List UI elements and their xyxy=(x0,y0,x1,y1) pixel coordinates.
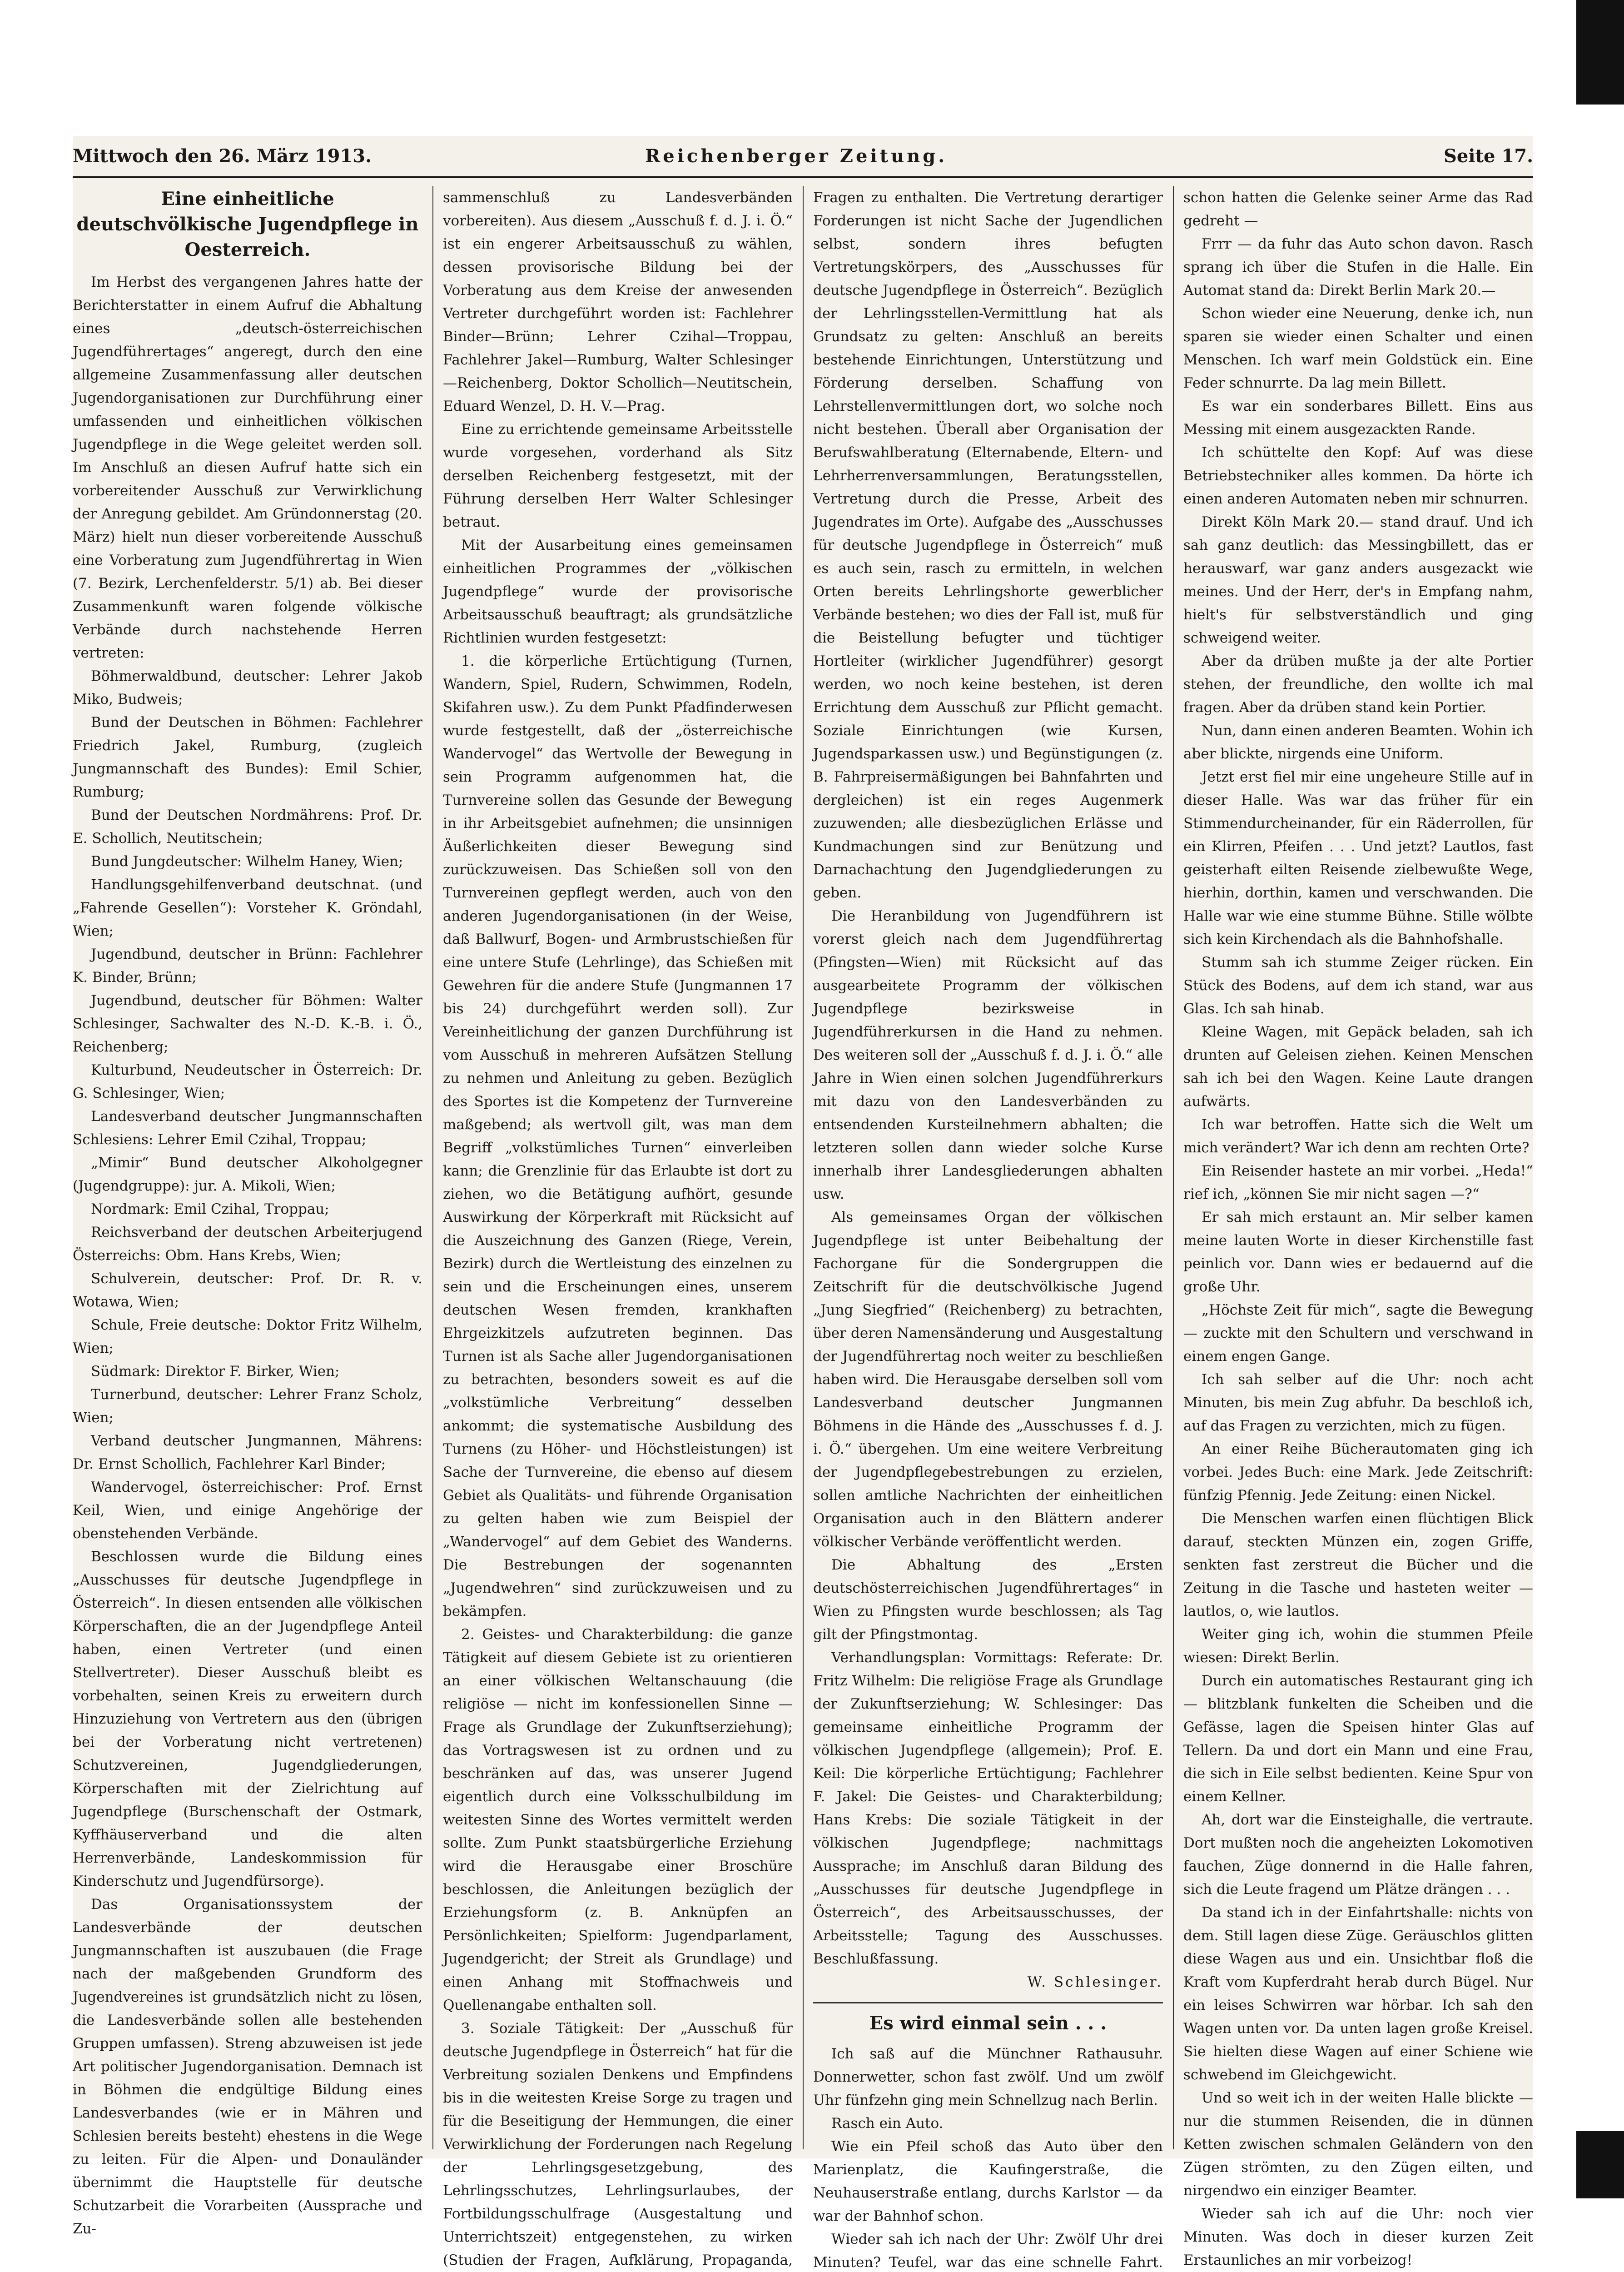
paragraph: Südmark: Direktor F. Birker, Wien; xyxy=(91,1363,340,1380)
paragraph: Beschlossen wurde die Bildung eines „Ausschusses für deutsche Jugendpflege in Österreich“. In diesen entsenden alle völkischen Körperschaften, die an der Jugendpflege Anteil haben, einen Vertreter (und einen Stellvertreter). Dieser Ausschuß bleibt es vorbehalten, seinen Kreis zu erweitern durch Hinzuziehung von Vertretern aus den (übrigen bei der Vorberatung nicht vertretenen) Schutzvereinen, Jugendgliederungen, Körperschaften mit der Zielrichtung auf Jugendpflege (Burschenschaft der Ostmark, Kyffhäuserverband und die alten Herrenverbände, Landeskommission für Kinderschutz und Jugendfürsorge). xyxy=(73,1549,422,1889)
paragraph: Die Menschen warfen einen flüchtigen Blick darauf, steckten Münzen ein, zogen Griffe, senkten fast zerstreut die Bücher und die Zeitung in die Tasche und hasteten weiter — lautlos, o, wie lautlos. xyxy=(1183,1510,1533,1619)
page-number: Seite 17. xyxy=(1444,145,1533,167)
paragraph: Kulturbund, Neudeutscher in Österreich: Dr. G. Schlesinger, Wien; xyxy=(73,1062,422,1101)
column-4 xyxy=(1183,186,1533,2268)
paragraph: Und so weit ich in der weiten Halle blickte — nur die stummen Reisenden, die in dünnen Ketten zwischen schmalen Geländern von den Zügen strömten, zu den Zügen eilten, und nirgendwo ein einziger Beamter. xyxy=(1183,2090,1533,2199)
paragraph: Schule, Freie deutsche: Doktor Fritz Wilhelm, Wien; xyxy=(73,1317,422,1356)
paragraph: Ich saß auf die Münchner Rathausuhr. Donnerwetter, schon fast zwölf. Und um zwölf Uhr fünfzehn ging mein Schnellzug nach Berlin. xyxy=(813,2046,1163,2108)
paragraph: Die Abhaltung des „Ersten deutschösterreichischen Jugendführertages“ in Wien zu Pfingsten wurde beschlossen; als Tag gilt der Pfingstmontag. xyxy=(813,1557,1163,1643)
paragraph: Ich war betroffen. Hatte sich die Welt um mich verändert? War ich denn am rechten Orte? xyxy=(1183,1116,1533,1156)
paragraph: Das Organisationssystem der Landesverbände der deutschen Jungmannschaften ist auszubauen (die Frage nach der maßgebenden Grundform des Jugendvereines ist grundsätzlich nicht zu lösen, die Landesverbände sollen alle bestehenden Gruppen umfassen). Streng abzuweisen ist jede Art politischer Jugendorganisation. Demnach ist in Böhmen die endgültige Bildung eines Landesverbandes (wie er in Mähren und Schlesien bereits besteht) ehestens in die Wege zu leiten. Für die Alpen- und Donauländer übernimmt die Hauptstelle für deutsche Schutzarbeit die Vorarbeiten (Aussprache und Zu- xyxy=(73,1896,422,2237)
header-rule xyxy=(73,176,1533,178)
paragraph: Eine zu errichtende gemeinsame Arbeitsstelle wurde vorgesehen, vorderhand als Sitz derselben Reichenberg festgesetzt, mit der Führung derselben Herr Walter Schlesinger betraut. xyxy=(443,421,793,530)
paragraph: Wandervogel, österreichischer: Prof. Ernst Keil, Wien, und einige Angehörige der obenstehenden Verbände. xyxy=(73,1479,422,1542)
paragraph: Weiter ging ich, wohin die stummen Pfeile wiesen: Direkt Berlin. xyxy=(1183,1626,1533,1666)
column-rule xyxy=(432,186,433,2149)
author-signature: W. Schlesinger. xyxy=(1027,1974,1163,1990)
paragraph: Frrr — da fuhr das Auto schon davon. Rasch sprang ich über die Stufen in die Halle. Ein Automat stand da: Direkt Berlin Mark 20.— xyxy=(1183,236,1533,299)
paragraph: 1. die körperliche Ertüchtigung (Turnen, Wandern, Spiel, Rudern, Schwimmen, Rodeln, Skifahren usw.). Zu dem Punkt Pfadfinderwesen wurde festgestellt, daß der „österreichische Wandervogel“ das Wertvolle der Bewegung in sein Programm aufgenommen hat, die Turnvereine sollen das Gesunde der Bewegung in ihr Arbeitsgebiet aufnehmen; die unsinnigen Äußerlichkeiten dieser Bewegung sind zurückzuweisen. Das Schießen soll von den Turnvereinen gepflegt werden, auch von den anderen Jugendorganisationen (in der Weise, daß Ballwurf, Bogen- und Armbrustschießen für eine untere Stufe (Lehrlinge), das Schießen mit Gewehren für die andere Stufe (Jungmannen 17 bis 24) durchgeführt werden soll). Zur Vereinheitlichung der ganzen Durchführung ist vom Ausschuß in mehreren Aufsätzen Stellung zu nehmen und Anleitung zu geben. Bezüglich des Sportes ist die Kompetenz der Turnvereine maßgebend; als wertvoll gilt, was man dem Begriff „volkstümliches Turnen“ einverleiben kann; die Grenzlinie für das Erlaubte ist dort zu ziehen, wo die Betätigung aufhört, gesunde Auswirkung der Körperkraft mit Rücksicht auf die Auszeichnung des Ganzen (Riege, Verein, Bezirk) durch die Wertleistung des einzelnen zu sein und die Erscheinungen eines, unserem deutschen Wesen fremden, krankhaften Ehrgeizkitzels aufzutreten beginnen. Das Turnen ist als Sache aller Jugendorganisationen zu betrachten, besonders soweit es auf die „volkstümliche Verbreitung“ desselben ankommt; die systematische Ausbildung des Turnens (zu Höher- und Höchstleistungen) ist Sache der Turnvereine, die ebenso auf diesem Gebiet als Qualitäts- und führende Organisation zu gelten haben wie zum Beispiel der „Wandervogel“ auf dem Gebiet des Wanderns. Die Bestrebungen der sogenannten „Jugendwehren“ sind zurückzuweisen und zu bekämpfen. xyxy=(443,653,793,1619)
paragraph: Handlungsgehilfenverband deutschnat. (und „Fahrende Gesellen“): Vorsteher K. Gröndahl, Wien; xyxy=(73,877,422,939)
paragraph: Bund Jungdeutscher: Wilhelm Haney, Wien; xyxy=(91,853,403,870)
paragraph: Verhandlungsplan: Vormittags: Referate: Dr. Fritz Wilhelm: Die religiöse Frage als Grundlage der Zukunftserziehung; W. Schlesinger: Das gemeinsame einheitliche Programm der völkischen Jugendpflege (allgemein); Prof. E. Keil: Die körperliche Ertüchtigung; Fachlehrer F. Jakel: Die Geistes- und Charakterbildung; Hans Krebs: Die soziale Tätigkeit in der völkischen Jugendpflege; nachmittags Aussprache; im Anschluß daran Bildung des „Ausschusses für deutsche Jugendpflege in Österreich“, des Arbeitsausschusses, der Arbeitsstelle; Tagung des Ausschusses. Beschlußfassung. xyxy=(813,1649,1163,1967)
paragraph: Schulverein, deutscher: Prof. Dr. R. v. Wotawa, Wien; xyxy=(73,1271,422,1310)
column-rule xyxy=(803,186,804,2149)
paragraph: Ich sah selber auf die Uhr: noch acht Minuten, bis mein Zug abfuhr. Da beschloß ich, auf das Fragen zu verzichten, mich zu fügen. xyxy=(1183,1371,1533,1434)
article-separator xyxy=(813,2002,1163,2003)
paragraph: Jugendbund, deutscher für Böhmen: Walter Schlesinger, Sachwalter des N.-D. K.-B. i. Ö., Reichenberg; xyxy=(73,992,422,1055)
article-title: Eine einheitliche deutschvölkische Jugendpflege in Oesterreich. xyxy=(76,188,419,260)
paragraph: Bund der Deutschen Nordmährens: Prof. Dr. E. Schollich, Neutitschein; xyxy=(73,807,422,847)
paragraph: Er sah mich erstaunt an. Mir selber kamen meine lauten Worte in dieser Kirchenstille fast peinlich vor. Dann wies er bedauernd auf die große Uhr. xyxy=(1183,1209,1533,1295)
paragraph: Ein Reisender hastete an mir vorbei. „Heda!“ rief ich, „können Sie mir nicht sagen —?“ xyxy=(1183,1163,1533,1202)
paragraph: Landesverband deutscher Jungmannschaften Schlesiens: Lehrer Emil Czihal, Troppau; xyxy=(73,1108,422,1148)
newspaper-page xyxy=(73,136,1533,2271)
paragraph: Ich schüttelte den Kopf: Auf was diese Betriebstechniker alles kommen. Da hörte ich einen anderen Automaten neben mir schnurren. xyxy=(1183,444,1533,507)
paragraph: Verband deutscher Jungmannen, Mährens: Dr. Ernst Schollich, Fachlehrer Karl Binder; xyxy=(73,1433,422,1472)
paragraph: Bund der Deutschen in Böhmen: Fachlehrer Friedrich Jakel, Rumburg, (zugleich Jungmannschaft des Bundes): Emil Schier, Rumburg; xyxy=(73,714,422,800)
column-rule xyxy=(1173,186,1174,2149)
paragraph: Nun, dann einen anderen Beamten. Wohin ich aber blickte, nirgends eine Uniform. xyxy=(1183,722,1533,762)
page-header xyxy=(73,145,1533,177)
paragraph: schon hatten die Gelenke seiner Arme das Rad gedreht — xyxy=(1183,189,1533,229)
paragraph: Ah, dort war die Einsteighalle, die vertraute. Dort mußten noch die angeheizten Lokomotiven fauchen, Züge donnernd in die Halle fahren, sich die Leute fragend um Plätze drängen . . . xyxy=(1183,1812,1533,1898)
paragraph: 3. Soziale Tätigkeit: Der „Ausschuß für deutsche Jugendpflege in Österreich“ hat für die Verbreitung sozialen Denkens und Empfindens bis in die weitesten Kreise Sorge zu tragen und für die Beseitigung der Hemmungen, die einer Verwirklichung der Forderungen nach Regelung der Lehrlingsgesetzgebung, des Lehrlingsschutzes, Lehrlingsurlaubes, der Fortbildungsschulfrage (Ausgestaltung und Unterrichtszeit) entgegenstehen, zu wirken (Studien der Fragen, Aufklärung, Propaganda, xyxy=(443,2020,793,2268)
paragraph: Mit der Ausarbeitung eines gemeinsamen einheitlichen Programmes der „völkischen Jugendpflege“ wurde der provisorische Arbeitsausschuß beauftragt; als grundsätzliche Richtlinien wurden festgesetzt: xyxy=(443,537,793,646)
paragraph: Reichsverband der deutschen Arbeiterjugend Österreichs: Obm. Hans Krebs, Wien; xyxy=(73,1224,422,1264)
paragraph: sammenschluß zu Landesverbänden vorbereiten). Aus diesem „Ausschuß f. d. J. i. Ö.“ ist ein engerer Arbeitsausschuß zu wählen, dessen provisorische Bildung bei der Vorberatung aus dem Kreise der anwesenden Vertreter durchgeführt worden ist: Fachlehrer Binder—Brünn; Lehrer Czihal—Troppau, Fachlehrer Jakel—Rumburg, Walter Schlesinger—Reichenberg, Doktor Schollich—Neutitschein, Eduard Wenzel, D. H. V.—Prag. xyxy=(443,189,793,414)
issue-date: Mittwoch den 26. März 1913. xyxy=(73,145,372,167)
paragraph: An einer Reihe Bücherautomaten ging ich vorbei. Jedes Buch: eine Mark. Jede Zeitschrift: fünfzig Pfennig. Jede Zeitung: einen Nickel. xyxy=(1183,1441,1533,1504)
paragraph: „Höchste Zeit für mich“, sagte die Bewegung — zuckte mit den Schultern und verschwand in einem engen Gange. xyxy=(1183,1302,1533,1365)
paragraph: Fragen zu enthalten. Die Vertretung derartiger Forderungen ist nicht Sache der Jugendlichen selbst, sondern ihres befugten Vertretungskörpers, des „Ausschusses für deutsche Jugendpflege in Österreich“. Bezüglich der Lehrlingsstellen-Vermittlung hat als Grundsatz zu gelten: Anschluß an bereits bestehende Einrichtungen, Unterstützung und Förderung derselben. Schaffung von Lehrstellenvermittlungen dort, wo solche noch nicht bestehen. Überall aber Organisation der Berufswahlberatung (Elternabende, Eltern- und Lehrherrenversammlungen, Beratungsstellen, Vertretung durch die Presse, Arbeit des Jugendrates im Orte). Aufgabe des „Ausschusses für deutsche Jugendpflege in Österreich“ muß es auch sein, rasch zu ermitteln, in welchen Orten bereits Lehrlingshorte gewerblicher Verbände bestehen; wo dies der Fall ist, muß für die Beistellung befugter und tüchtiger Hortleiter (wirklicher Jugendführer) gesorgt werden, wo noch keine bestehen, ist deren Errichtung dem Ausschuß zur Pflicht gemacht. Soziale Einrichtungen (wie Kursen, Jugendsparkassen usw.) und Begünstigungen (z. B. Fahrpreisermäßigungen bei Bahnfahrten und dergleichen) ist ein reges Augenmerk zuzuwenden; alle diesbezüglichen Erlässe und Kundmachungen sind zur Benützung und Darnachachtung den Jugendgliederungen zu geben. xyxy=(813,189,1163,901)
paragraph: Als gemeinsames Organ der völkischen Jugendpflege ist unter Beibehaltung der Fachorgane für die Sondergruppen die Zeitschrift für die deutschvölkische Jugend „Jung Siegfried“ (Reichenberg) zu betrachten, über deren Namensänderung und Ausgestaltung der Jugendführertag noch weiter zu beschließen haben wird. Die Herausgabe derselben soll vom Landesverband deutscher Jungmannen Böhmens in die Hände des „Ausschusses f. d. J. i. Ö.“ übergehen. Um eine weitere Verbreitung der Jugendpflegebestrebungen zu erzielen, sollen amtliche Nachrichten der einheitlichen Organisation auch in den Blättern anderer völkischer Verbände veröffentlicht werden. xyxy=(813,1209,1163,1550)
paragraph: Jugendbund, deutscher in Brünn: Fachlehrer K. Binder, Brünn; xyxy=(73,946,422,986)
paragraph: Aber da drüben mußte ja der alte Portier stehen, der freundliche, den wollte ich mal fragen. Aber da drüben stand kein Portier. xyxy=(1183,653,1533,716)
paragraph: Wie ein Pfeil schoß das Auto über den Marienplatz, die Kaufingerstraße, die Neuhauserstraße entlang, durchs Karlstor — da war der Bahnhof schon. xyxy=(813,2138,1163,2224)
article-title: Es wird einmal sein . . . xyxy=(869,2013,1107,2034)
paragraph: 2. Geistes- und Charakterbildung: die ganze Tätigkeit auf diesem Gebiete ist zu orientieren an einer völkischen Weltanschauung (die religiöse — nicht im konfessionellen Sinne — Frage als Grundlage der Zukunftserziehung); das Vortragswesen ist zu ordnen und zu beschränken auf das, was unserer Jugend eigentlich durch eine Volksschulbildung im weitesten Sinne des Wortes vermittelt werden sollte. Zum Punkt staatsbürgerliche Erziehung wird die Herausgabe einer Broschüre beschlossen, die Anleitungen bezüglich der Erziehungsform (z. B. Anknüpfen an Persönlichkeiten; Spielform: Jugendparlament, Jugendgericht; der Streit als Grundlage) und einen Anhang mit Stoffnachweis und Quellenangabe enthalten soll. xyxy=(443,1626,793,2013)
paragraph: Turnerbund, deutscher: Lehrer Franz Scholz, Wien; xyxy=(73,1386,422,1426)
paragraph: „Mimir“ Bund deutscher Alkoholgegner (Jugendgruppe): jur. A. Mikoli, Wien; xyxy=(73,1155,422,1194)
paragraph: Da stand ich in der Einfahrtshalle: nichts von dem. Still lagen diese Züge. Geräuschlos glitten diese Wagen aus und ein. Unsichtbar floß die Kraft vom Kupferdraht herab durch Bügel. Nur ein leises Schwirren war hörbar. Ich sah den Wagen unten vor. Da unten lagen große Kreisel. Sie hielten diese Wagen auf einer Schiene wie schwebend im Gleichgewicht. xyxy=(1183,1904,1533,2083)
paragraph: Die Heranbildung von Jugendführern ist vorerst gleich nach dem Jugendführertag (Pfingsten—Wien) mit Rücksicht auf das ausgearbeitete Programm der völkischen Jugendpflege bezirksweise in Jugendführerkursen in die Hand zu nehmen. Des weiteren soll der „Ausschuß f. d. J. i. Ö.“ alle Jahre in Wien einen solchen Jugendführerkurs mit dazu von den Landesverbänden zu entsendenden Kursteilnehmern abhalten; die letzteren sollen dann wieder solche Kurse innerhalb ihrer Landesgliederungen abhalten usw. xyxy=(813,908,1163,1202)
masthead: Reichenberger Zeitung. xyxy=(645,145,948,167)
paragraph: Kleine Wagen, mit Gepäck beladen, sah ich drunten auf Geleisen ziehen. Keinen Menschen sah ich bei den Wagen. Keine Laute drangen aufwärts. xyxy=(1183,1024,1533,1110)
paragraph: Schon wieder eine Neuerung, denke ich, nun sparen sie wieder einen Schalter und einen Menschen. Ich warf mein Goldstück ein. Eine Feder schnurrte. Da lag mein Billett. xyxy=(1183,305,1533,391)
paragraph: Es war ein sonderbares Billett. Eins aus Messing mit einem ausgezackten Rande. xyxy=(1183,398,1533,438)
paragraph: Im Herbst des vergangenen Jahres hatte der Berichterstatter in einem Aufruf die Abhaltung eines „deutsch-österreichischen Jugendführertages“ angeregt, durch den eine allgemeine Zusammenfassung aller deutschen Jugendorganisationen zur Durchführung einer umfassenden und einheitlichen völkischen Jugendpflege in die Wege geleitet werden soll. Im Anschluß an diesen Aufruf hatte sich ein vorbereitender Ausschuß zur Verwirklichung der Anregung gebildet. Am Gründonnerstag (20. März) hielt nun dieser vorbereitende Ausschuß eine Vorberatung zum Jugendführertag in Wien (7. Bezirk, Lerchenfelderstr. 5/1) ab. Bei dieser Zusammenkunft waren folgende völkische Verbände durch nachstehende Herren vertreten: xyxy=(73,274,422,661)
column-1 xyxy=(73,186,422,2237)
paragraph: Böhmerwaldbund, deutscher: Lehrer Jakob Miko, Budweis; xyxy=(73,668,422,708)
paragraph: Wieder sah ich nach der Uhr: Zwölf Uhr drei Minuten? Teufel, war das eine schnelle Fahrt. xyxy=(813,2231,1163,2271)
paragraph: Jetzt erst fiel mir eine ungeheure Stille auf in dieser Halle. Was war das früher für ein Stimmendurcheinander, für ein Räderrollen, für ein Klirren, Pfeifen . . . Und jetzt? Lautlos, fast geisterhaft eilten Reisende zielbewußte Wege, hierhin, dorthin, kamen und verschwanden. Die Halle war wie eine stumme Bühne. Stille wölbte sich kein Kirchendach als die Bahnhofshalle. xyxy=(1183,769,1533,947)
paragraph: Stumm sah ich stumme Zeiger rücken. Ein Stück des Bodens, auf dem ich stand, war aus Glas. Ich sah hinab. xyxy=(1183,954,1533,1017)
paragraph: Wieder sah ich auf die Uhr: noch vier Minuten. Was doch in dieser kurzen Zeit Erstaunliches an mir vorbeizog! xyxy=(1183,2206,1533,2268)
paragraph: Rasch ein Auto. xyxy=(831,2115,944,2132)
column-3 xyxy=(813,186,1163,2271)
column-2 xyxy=(443,186,793,2268)
paragraph: Direkt Köln Mark 20.— stand drauf. Und ich sah ganz deutlich: das Messingbillett, das er herauswarf, war ganz anders ausgezackt wie meines. Und der Herr, der's in Empfang nahm, hielt's für selbstverständlich und ging schweigend weiter. xyxy=(1183,514,1533,646)
paragraph: Durch ein automatisches Restaurant ging ich — blitzblank funkelten die Scheiben und die Gefässe, lagen die Speisen hinter Glas auf Tellern. Da und dort ein Mann und eine Frau, die sich in Eile selbst bedienten. Keine Spur von einem Kellner. xyxy=(1183,1673,1533,1805)
paragraph: Nordmark: Emil Czihal, Troppau; xyxy=(91,1201,329,1217)
